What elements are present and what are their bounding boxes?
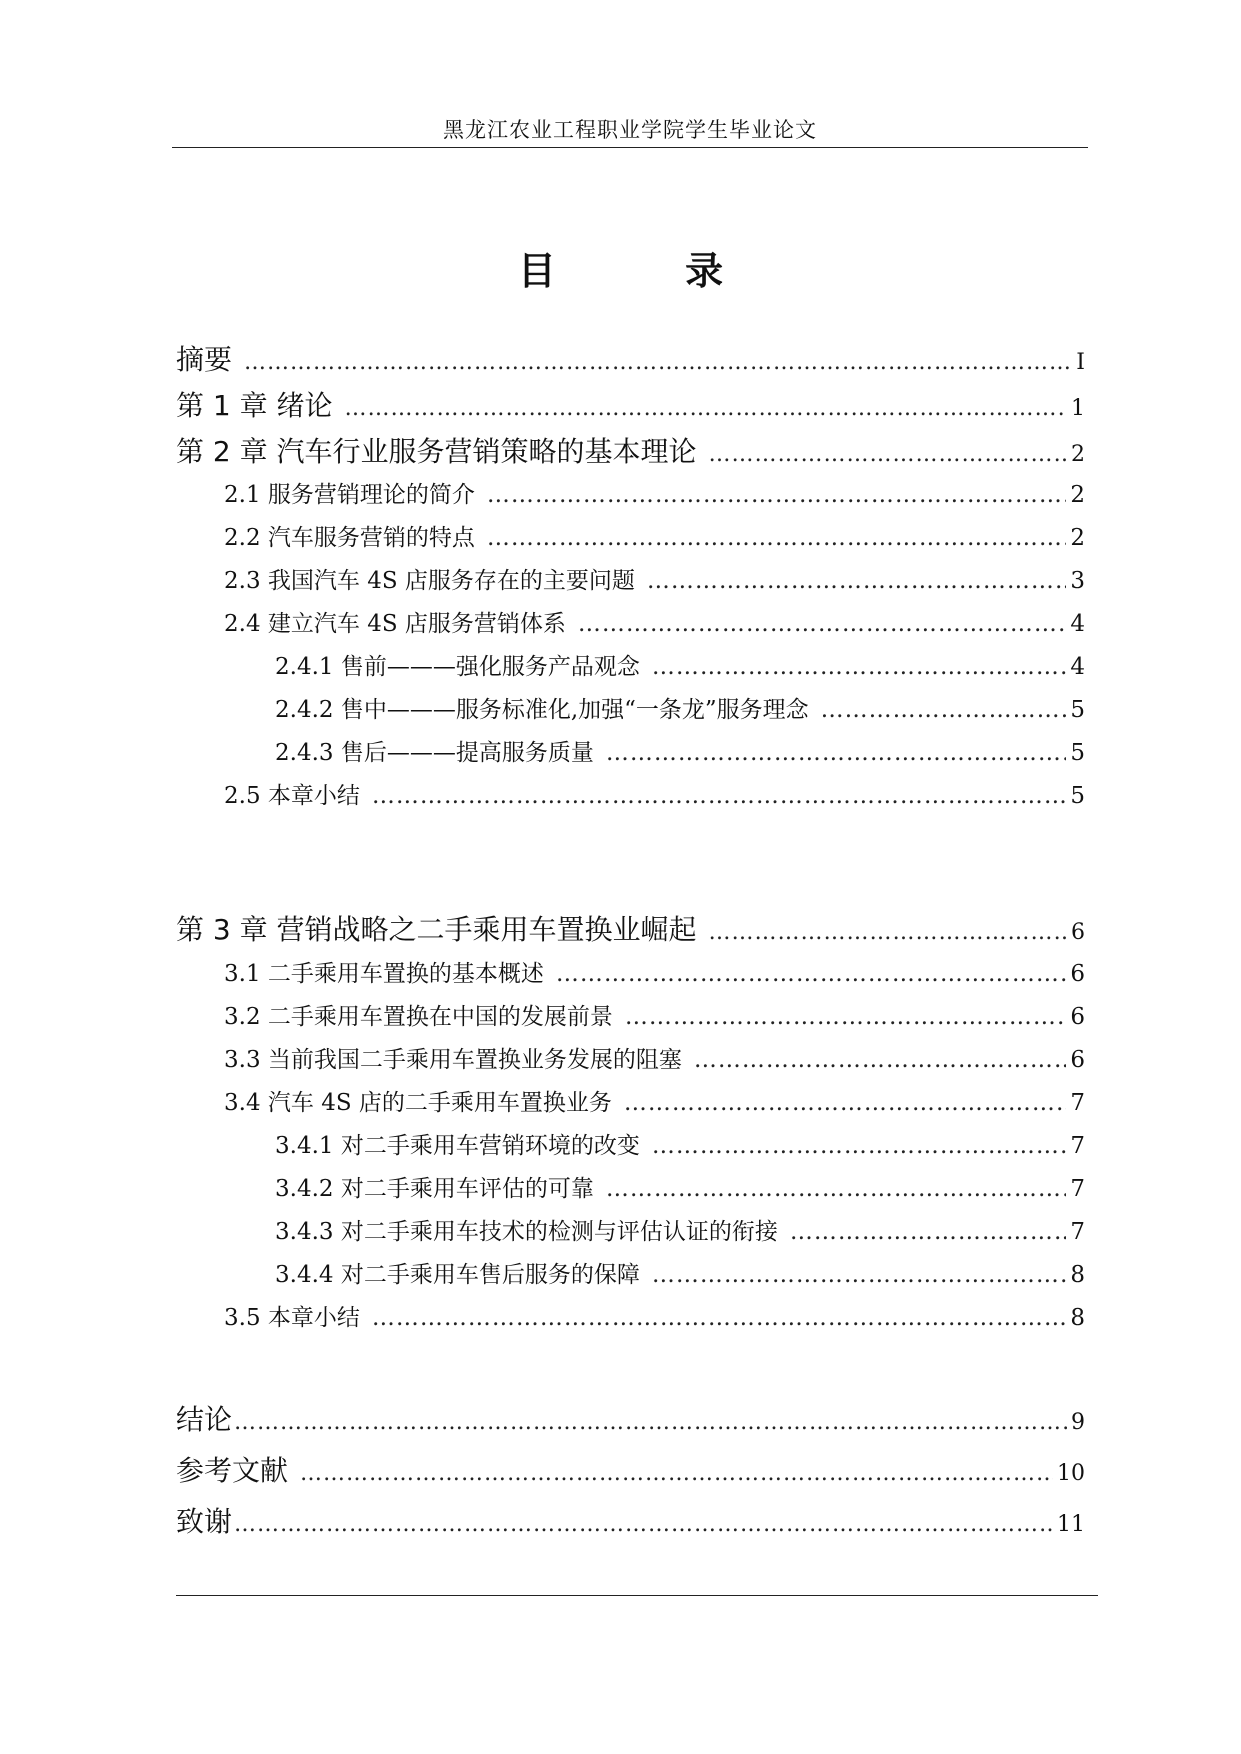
toc-label: 2.3 我国汽车 4S 店服务存在的主要问题: [224, 568, 635, 594]
toc-leader: [234, 1512, 1053, 1537]
toc-page: 7: [1070, 1176, 1085, 1202]
toc-leader: [624, 1090, 1066, 1116]
toc-leader: [821, 697, 1067, 723]
toc-entry-3-1: [224, 955, 1085, 988]
toc-page: 11: [1057, 1512, 1085, 1537]
toc-label: 3.4.2 对二手乘用车评估的可靠: [275, 1176, 594, 1202]
toc-leader: [652, 654, 1067, 680]
toc-entry-abstract: [176, 338, 1085, 378]
toc-label: 2.4 建立汽车 4S 店服务营销体系: [224, 611, 566, 637]
toc-page: I: [1076, 350, 1085, 375]
toc-label: 2.5 本章小结: [224, 783, 360, 809]
toc-page: 7: [1070, 1133, 1085, 1159]
toc-entry-references: [176, 1449, 1085, 1489]
toc-page: 7: [1070, 1090, 1085, 1116]
toc-page: 2: [1070, 525, 1085, 551]
toc-page: 2: [1070, 482, 1085, 508]
toc-entry-3-2: [224, 998, 1085, 1031]
toc-entry-3-4-1: [275, 1127, 1085, 1160]
toc-entry-acknowledgements: [176, 1500, 1085, 1540]
toc-leader: [606, 740, 1067, 766]
toc-label: 第 2 章 汽车行业服务营销策略的基本理论: [176, 435, 697, 468]
toc-label: 3.5 本章小结: [224, 1305, 360, 1331]
toc-entry-2-5: [224, 777, 1085, 810]
toc-label: 3.4 汽车 4S 店的二手乘用车置换业务: [224, 1090, 612, 1116]
toc-leader: [234, 1410, 1067, 1435]
toc-leader: [694, 1047, 1066, 1073]
toc-entry-2-3: [224, 562, 1085, 595]
toc-leader: [625, 1004, 1066, 1030]
toc-leader: [578, 611, 1066, 637]
toc-page: 2: [1071, 442, 1085, 467]
toc-leader: [244, 350, 1072, 375]
toc-label: 结论: [176, 1403, 233, 1436]
toc-entry-3-4: [224, 1084, 1085, 1117]
toc-label: 第 1 章 绪论: [176, 389, 333, 422]
toc-page: 6: [1070, 1047, 1085, 1073]
toc-page: 10: [1057, 1461, 1085, 1486]
header-rule: [172, 147, 1088, 148]
toc-label: 2.4.2 售中———服务标准化,加强“一条龙”服务理念: [275, 697, 809, 723]
toc-leader: [709, 920, 1067, 945]
toc-label: 3.4.1 对二手乘用车营销环境的改变: [275, 1133, 640, 1159]
running-header: 黑龙江农业工程职业学院学生毕业论文: [443, 118, 817, 142]
toc-label: 参考文献: [176, 1454, 289, 1487]
toc-leader: [487, 482, 1066, 508]
toc-leader: [709, 442, 1067, 467]
toc-entry-2-1: [224, 476, 1085, 509]
toc-page: 6: [1070, 1004, 1085, 1030]
toc-entry-3-4-2: [275, 1170, 1085, 1203]
toc-label: 摘要: [176, 343, 233, 376]
toc-page: 6: [1070, 961, 1085, 987]
toc-page: 1: [1071, 396, 1085, 421]
toc-page: 5: [1070, 783, 1085, 809]
toc-page: 5: [1070, 740, 1085, 766]
toc-entry-3-3: [224, 1041, 1085, 1074]
toc-label: 3.4.4 对二手乘用车售后服务的保障: [275, 1262, 640, 1288]
toc-leader: [647, 568, 1066, 594]
toc-entry-3-5: [224, 1299, 1085, 1332]
toc-page: 4: [1070, 654, 1085, 680]
toc-leader: [652, 1262, 1067, 1288]
toc-label: 2.2 汽车服务营销的特点: [224, 525, 475, 551]
toc-entry-conclusion: [176, 1398, 1085, 1438]
toc-label: 2.1 服务营销理论的简介: [224, 482, 475, 508]
toc-label: 2.4.3 售后———提高服务质量: [275, 740, 594, 766]
toc-page: 7: [1070, 1219, 1085, 1245]
toc-page: 8: [1070, 1262, 1085, 1288]
toc-entry-2-4-3: [275, 734, 1085, 767]
toc-entry-chapter-2: [176, 430, 1085, 470]
toc-page: 3: [1070, 568, 1085, 594]
toc-leader: [606, 1176, 1067, 1202]
toc-label: 3.3 当前我国二手乘用车置换业务发展的阻塞: [224, 1047, 682, 1073]
toc-entry-2-4: [224, 605, 1085, 638]
toc-entry-2-4-1: [275, 648, 1085, 681]
toc-label: 3.4.3 对二手乘用车技术的检测与评估认证的衔接: [275, 1219, 778, 1245]
footer-rule: [176, 1595, 1098, 1596]
toc-page: 8: [1070, 1305, 1085, 1331]
toc-leader: [556, 961, 1066, 987]
toc-entry-3-4-3: [275, 1213, 1085, 1246]
toc-label: 第 3 章 营销战略之二手乘用车置换业崛起: [176, 913, 697, 946]
toc-entry-chapter-3: [176, 908, 1085, 948]
toc-page: 5: [1070, 697, 1085, 723]
toc-leader: [372, 783, 1066, 809]
toc-page: 9: [1071, 1410, 1085, 1435]
toc-entry-2-2: [224, 519, 1085, 552]
toc-leader: [487, 525, 1066, 551]
toc-label: 致谢: [176, 1505, 233, 1538]
toc-leader: [345, 396, 1067, 421]
toc-leader: [652, 1133, 1067, 1159]
toc-page: 6: [1071, 920, 1085, 945]
toc-label: 2.4.1 售前———强化服务产品观念: [275, 654, 640, 680]
toc-page: 4: [1070, 611, 1085, 637]
toc-entry-2-4-2: [275, 691, 1085, 724]
toc-label: 3.1 二手乘用车置换的基本概述: [224, 961, 544, 987]
toc-entry-3-4-4: [275, 1256, 1085, 1289]
toc-entry-chapter-1: [176, 384, 1085, 424]
toc-leader: [790, 1219, 1067, 1245]
toc-leader: [372, 1305, 1066, 1331]
toc-label: 3.2 二手乘用车置换在中国的发展前景: [224, 1004, 613, 1030]
page-title: 目 录: [517, 249, 782, 293]
toc-leader: [300, 1461, 1053, 1486]
